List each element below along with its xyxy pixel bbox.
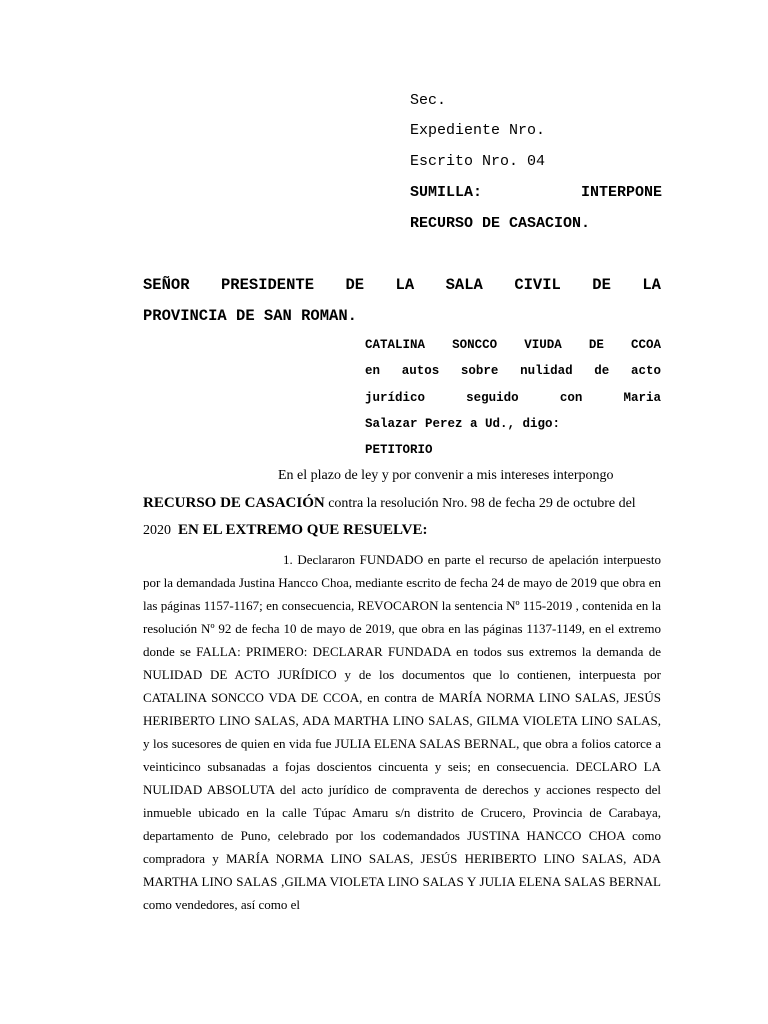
party-word: acto xyxy=(630,364,661,378)
addressee-word: SALA xyxy=(445,276,483,294)
party-word: jurídico xyxy=(365,391,426,405)
party-word: CATALINA xyxy=(365,338,426,352)
addressee-word: DE xyxy=(592,276,611,294)
party-line4: Salazar Perez a Ud., digo: xyxy=(365,417,561,431)
escrito-line: Escrito Nro. 04 xyxy=(410,153,546,170)
intro-line3 xyxy=(143,522,428,539)
addressee-word: LA xyxy=(642,276,661,294)
party-word: en xyxy=(365,364,381,378)
party-word: con xyxy=(559,391,583,405)
party-line1 xyxy=(365,338,661,352)
party-word: nulidad xyxy=(520,364,573,378)
sumilla-word: INTERPONE xyxy=(580,184,662,201)
sumilla-line2: RECURSO DE CASACION. xyxy=(410,215,591,232)
addressee-line2: PROVINCIA DE SAN ROMAN. xyxy=(143,307,357,325)
party-word: de xyxy=(594,364,610,378)
sumilla-line xyxy=(410,184,662,201)
intro-line2-rest: contra la resolución Nro. 98 de fecha 29 de octubre del xyxy=(324,496,636,511)
party-word: seguido xyxy=(466,391,519,405)
intro-line1: En el plazo de ley y por convenir a mis intereses interpongo xyxy=(278,468,614,483)
party-word: VIUDA xyxy=(524,338,562,352)
extremo-bold: EN EL EXTREMO QUE RESUELVE: xyxy=(178,522,428,538)
party-line3 xyxy=(365,391,661,405)
intro-line2 xyxy=(143,495,661,512)
addressee-word: PRESIDENTE xyxy=(220,276,314,294)
party-word: sobre xyxy=(460,364,499,378)
resolution-item-1-text: 1. Declararon FUNDADO en parte el recurso de apelación interpuesto por la demandada Justina Hancco Choa, mediante escrito de fecha 24 de mayo de 2019 que obra en las páginas 1157-1167; en consecuencia, REVOCARON la sentencia Nº 115-2019 , contenida en la resolución Nº 92 de fecha 10 de mayo de 2019, que obra en las páginas 1137-1149, en el extremo donde se FALLA: PRIMERO: DECLARAR FUNDADA en todos sus extremos la demanda de NULIDAD DE ACTO JURÍDICO y de los documentos que lo contienen, interpuesta por CATALINA SONCCO VDA DE CCOA, en contra de MARÍA NORMA LINO SALAS, JESÚS HERIBERTO LINO SALAS, ADA MARTHA LINO SALAS, GILMA VIOLETA LINO SALAS, y los sucesores de quien en vida fue JULIA ELENA SALAS BERNAL, que obra a folios catorce a veinticinco subsanadas a fojas doscientos cincuenta y seis; en consecuencia. DECLARO LA NULIDAD ABSOLUTA del acto jurídico de compraventa de derechos y acciones respecto del inmueble ubicado en la calle Túpac Amaru s/n distrito de Crucero, Provincia de Carabaya, departamento de Puno, celebrado por los codemandados JUSTINA HANCCO CHOA como compradora y MARÍA NORMA LINO SALAS, JESÚS HERIBERTO LINO SALAS, ADA MARTHA LINO SALAS ,GILMA VIOLETA LINO SALAS Y JULIA ELENA SALAS BERNAL como vendedores, así como el xyxy=(143,552,661,912)
sec-line: Sec. xyxy=(410,92,447,109)
addressee-word: SEÑOR xyxy=(143,276,190,294)
party-word: CCOA xyxy=(630,338,661,352)
addressee-word: DE xyxy=(345,276,365,294)
expediente-line: Expediente Nro. xyxy=(410,122,546,139)
resolution-item-1 xyxy=(143,548,661,916)
party-word: Maria xyxy=(623,391,661,405)
intro-year: 2020 xyxy=(143,523,171,538)
recurso-bold: RECURSO DE CASACIÓN xyxy=(143,495,325,511)
addressee-word: CIVIL xyxy=(514,276,561,294)
party-word: SONCCO xyxy=(452,338,498,352)
addressee-word: LA xyxy=(395,276,415,294)
addressee-line1 xyxy=(143,276,661,294)
sumilla-label: SUMILLA: xyxy=(410,184,483,201)
party-line2 xyxy=(365,364,661,378)
party-word: DE xyxy=(588,338,604,352)
petitorio-heading: PETITORIO xyxy=(365,443,433,457)
party-word: autos xyxy=(401,364,440,378)
